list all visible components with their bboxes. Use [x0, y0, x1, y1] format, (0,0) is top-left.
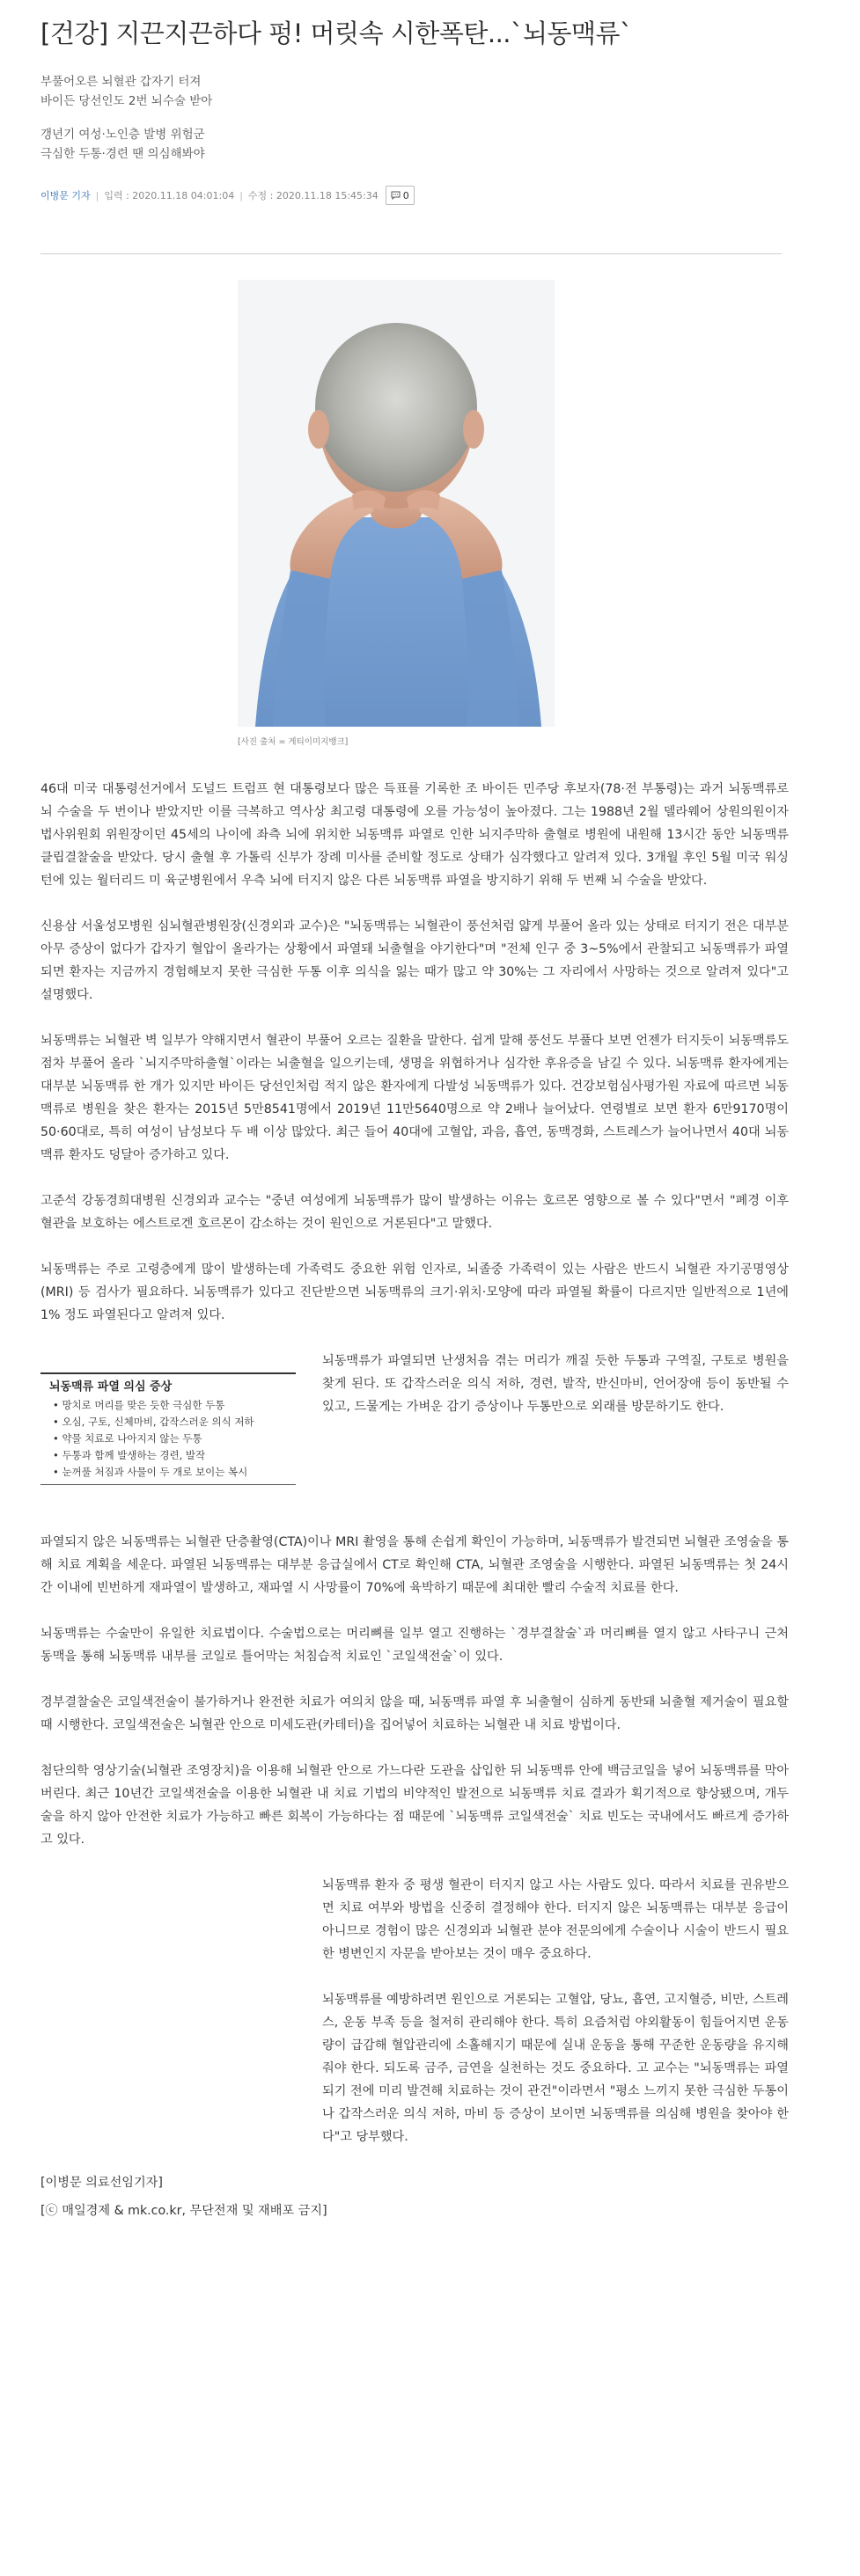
subtitle-line: 바이든 당선인도 2번 뇌수술 받아 — [40, 94, 213, 108]
body-paragraph: 첨단의학 영상기술(뇌혈관 조영장치)을 이용해 뇌혈관 안으로 가느다란 도관을 삽입한 뒤 뇌동맥류 안에 백금코일을 넣어 뇌동맥류를 막아버린다. 최근 10년간 코일색전술을 이용한 뇌혈관 내 치료 기법의 비약적인 발전으로 뇌동맥류 치료 결과가 획기적으로 향상됐으며, 개두술을 하지 않아 안전한 치료가 가능하고 빠른 회복이 가능하다는 점 때문에 `뇌동맥류 코일색전술` 치료 빈도는 국내에서도 빠르게 증가하고 있다. — [40, 1764, 789, 1847]
article-body — [40, 778, 789, 2222]
body-paragraph: 뇌동맥류는 수술만이 유일한 치료법이다. 수술법으로는 머리뼈를 일부 열고 진행하는 `경부결찰술`과 머리뼈를 열지 않고 사타구니 근처 동맥을 통해 뇌동맥류 내부를 코일로 틀어막는 처침습적 치료인 `코일색전술`이 있다. — [40, 1627, 789, 1664]
subtitle-line: 극심한 두통·경련 땐 의심해봐야 — [40, 147, 205, 161]
symptom-section — [40, 1350, 789, 1508]
modified-date: 수정 : 2020.11.18 15:45:34 — [247, 190, 379, 201]
symptom-item: • 약물 치료로 나아지지 않는 두통 — [53, 1432, 202, 1445]
reporter-credit: [이병문 의료선임기자] — [40, 2176, 163, 2190]
symptom-box-title: 뇌동맥류 파열 의심 증상 — [49, 1380, 173, 1394]
man-neck-pain-illustration — [238, 280, 555, 727]
article-subtitles — [40, 72, 789, 164]
symptom-item: • 오심, 구토, 신체마비, 갑작스러운 의식 저하 — [53, 1416, 254, 1428]
header-divider — [40, 253, 782, 254]
article-title: [건강] 지끈지끈하다 펑! 머릿속 시한폭탄...`뇌동맥류` — [40, 18, 633, 48]
comment-button[interactable] — [386, 186, 415, 205]
body-paragraph: 뇌동맥류는 뇌혈관 벽 일부가 약해지면서 혈관이 부풀어 오르는 질환을 말한다. 쉽게 말해 풍선도 부풀다 보면 언젠가 터지듯이 뇌동맥류도 점차 부풀어 올라 `뇌지주막하출혈`이라는 뇌출혈을 일으키는데, 생명을 위협하거나 심각한 후유증을 남길 수 있다. 뇌동맥류 환자에게는 대부분 뇌동맥류 한 개가 있지만 바이든 당선인처럼 적지 않은 환자에게 다발성 뇌동맥류가 있다. 건강보험심사평가원 자료에 따르면 뇌동맥류로 병원을 찾은 환자는 2015년 5만8541명에서 2019년 11만5640명으로 약 2배나 늘어났다. 연령별로 보면 환자 6만9170명이 50·60대로, 특히 여성이 남성보다 두 배 이상 많았다. 최근 들어 40대에 고혈압, 과음, 흡연, 동맥경화, 스트레스가 늘어나면서 40대 뇌동맥류 환자도 덩달아 증가하고 있다. — [40, 1034, 789, 1162]
body-paragraph: 경부결찰술은 코일색전술이 불가하거나 완전한 치료가 여의치 않을 때, 뇌동맥류 파열 후 뇌출혈이 심하게 동반돼 뇌출혈 제거술이 필요할 때 시행한다. 코일색전술은 뇌혈관 안으로 미세도관(카테터)을 집어넣어 치료하는 뇌혈관 내 치료 방법이다. — [40, 1695, 789, 1732]
copyright-notice: [ⓒ 매일경제 & mk.co.kr, 무단전재 및 재배포 금지] — [40, 2204, 327, 2218]
symptom-item: • 눈꺼풀 처짐과 사물이 두 개로 보이는 복시 — [53, 1466, 248, 1478]
comment-count: 0 — [402, 189, 409, 201]
body-paragraph: 뇌동맥류 환자 중 평생 혈관이 터지지 않고 사는 사람도 있다. 따라서 치료를 권유받으면 치료 여부와 방법을 신중히 결정해야 한다. 터지지 않은 뇌동맥류는 대부분 응급이 아니므로 경험이 많은 신경외과 뇌혈관 분야 전문의에게 수술이나 시술이 반드시 필요한 병변인지 자문을 받아보는 것이 매우 중요하다. — [322, 1878, 789, 1961]
subtitle-line: 갱년기 여성·노인층 발병 위험군 — [40, 128, 205, 142]
body-paragraph: 파열되지 않은 뇌동맥류는 뇌혈관 단층촬영(CTA)이나 MRI 촬영을 통해 손쉽게 확인이 가능하며, 뇌동맥류가 발견되면 뇌혈관 조영술을 통해 치료 계획을 세운다. 파열된 뇌동맥류는 대부분 응급실에서 CT로 확인해 CTA, 뇌혈관 조영술을 시행한다. 파열된 뇌동맥류는 첫 24시간 이내에 빈번하게 재파열이 발생하고, 재파열 시 사망률이 70%에 육박하기 때문에 최대한 빨리 수술적 치료를 한다. — [40, 1535, 789, 1595]
article-photo — [238, 280, 555, 727]
body-paragraph: 뇌동맥류가 파열되면 난생처음 겪는 머리가 깨질 듯한 두통과 구역질, 구토로 병원을 찾게 된다. 또 갑작스러운 의식 저하, 경련, 발작, 반신마비, 언어장애 등이 동반될 수 있고, 드물게는 가벼운 감기 증상이나 두통만으로 외래를 방문하기도 한다. — [322, 1354, 789, 1414]
comment-icon — [391, 191, 401, 200]
body-paragraph: 46대 미국 대통령선거에서 도널드 트럼프 현 대통령보다 많은 득표를 기록한 조 바이든 민주당 후보자(78·전 부통령)는 과거 뇌동맥류로 뇌 수술을 두 번이나 받았지만 이를 극복하고 역사상 최고령 대통령에 오를 가능성이 높아졌다. 그는 1988년 2월 델라웨어 상원의원이자 법사위원회 위원장이던 45세의 나이에 좌측 뇌에 위치한 뇌동맥류 파열로 인한 뇌지주막하 출혈로 병원에 내원해 13시간 동안 뇌동맥류 클립결찰술을 받았다. 당시 출혈 후 가톨릭 신부가 장례 미사를 준비할 정도로 상태가 심각했다고 알려져 있다. 3개월 후인 5월 미국 워싱턴에 있는 월터리드 미 육군병원에서 우측 뇌에 터지지 않은 다른 뇌동맥류 파열을 방지하기 위해 두 번째 뇌 수술을 받았다. — [40, 782, 789, 888]
symptom-item: • 두통과 함께 발생하는 경련, 발작 — [53, 1449, 206, 1461]
body-paragraph: 뇌동맥류를 예방하려면 원인으로 거론되는 고혈압, 당뇨, 흡연, 고지혈증, 비만, 스트레스, 운동 부족 등을 철저히 관리해야 한다. 특히 요즘처럼 야외활동이 힘들어지면 운동량이 급감해 혈압관리에 소홀해지기 때문에 실내 운동을 통해 꾸준한 운동량을 유지해줘야 한다. 되도록 금주, 금연을 실천하는 것도 중요하다. 고 교수는 "뇌동맥류는 파열되기 전에 미리 발견해 치료하는 것이 관건"이라면서 "평소 느끼지 못한 극심한 두통이나 갑작스러운 의식 저하, 마비 등 증상이 보이면 뇌동맥류를 의심해 병원을 찾아야 한다"고 당부했다. — [322, 1993, 789, 2144]
subtitle-line: 부풀어오른 뇌혈관 갑자기 터져 — [40, 75, 202, 89]
photo-caption: [사진 출처 = 게티이미지뱅크] — [238, 737, 349, 747]
symptom-item: • 망치로 머리를 맞은 듯한 극심한 두통 — [53, 1399, 225, 1411]
body-paragraph: 고준석 강동경희대병원 신경외과 교수는 "중년 여성에게 뇌동맥류가 많이 발생하는 이유는 호르몬 영향으로 볼 수 있다"면서 "폐경 이후 혈관을 보호하는 에스트로겐 호르몬이 감소하는 것이 원인으로 거론된다"고 말했다. — [40, 1194, 789, 1231]
article-meta: 이병문 기자 | 입력 : 2020.11.18 04:01:04 | 수정 : 2020.11.18 15:45:34 0 — [40, 185, 789, 206]
body-paragraph: 뇌동맥류는 주로 고령층에게 많이 발생하는데 가족력도 중요한 위험 인자로, 뇌졸중 가족력이 있는 사람은 반드시 뇌혈관 자기공명영상(MRI) 등 검사가 필요하다. 뇌동맥류가 있다고 진단받으면 뇌동맥류의 크기·위치·모양에 따라 파열될 확률이 다르지만 일반적으로 1년에 1% 정도 파열된다고 알려져 있다. — [40, 1262, 789, 1322]
input-date: 입력 : 2020.11.18 04:01:04 — [104, 190, 235, 201]
author-link[interactable]: 이병문 기자 — [40, 190, 91, 201]
body-paragraph: 신용삼 서울성모병원 심뇌혈관병원장(신경외과 교수)은 "뇌동맥류는 뇌혈관이 풍선처럼 얇게 부풀어 올라 있는 상태로 터지기 전은 대부분 아무 증상이 없다가 갑자기 혈압이 올라가는 상황에서 파열돼 뇌출혈을 야기한다"며 "전체 인구 중 3~5%에서 관찰되고 뇌동맥류가 파열되면 환자는 지금까지 경험해보지 못한 극심한 두통 이후 의식을 잃는 때가 많고 약 30%는 그 자리에서 사망하는 것으로 알려져 있다"고 설명했다. — [40, 919, 789, 1002]
article-header — [40, 0, 789, 206]
symptom-box — [40, 1372, 296, 1485]
